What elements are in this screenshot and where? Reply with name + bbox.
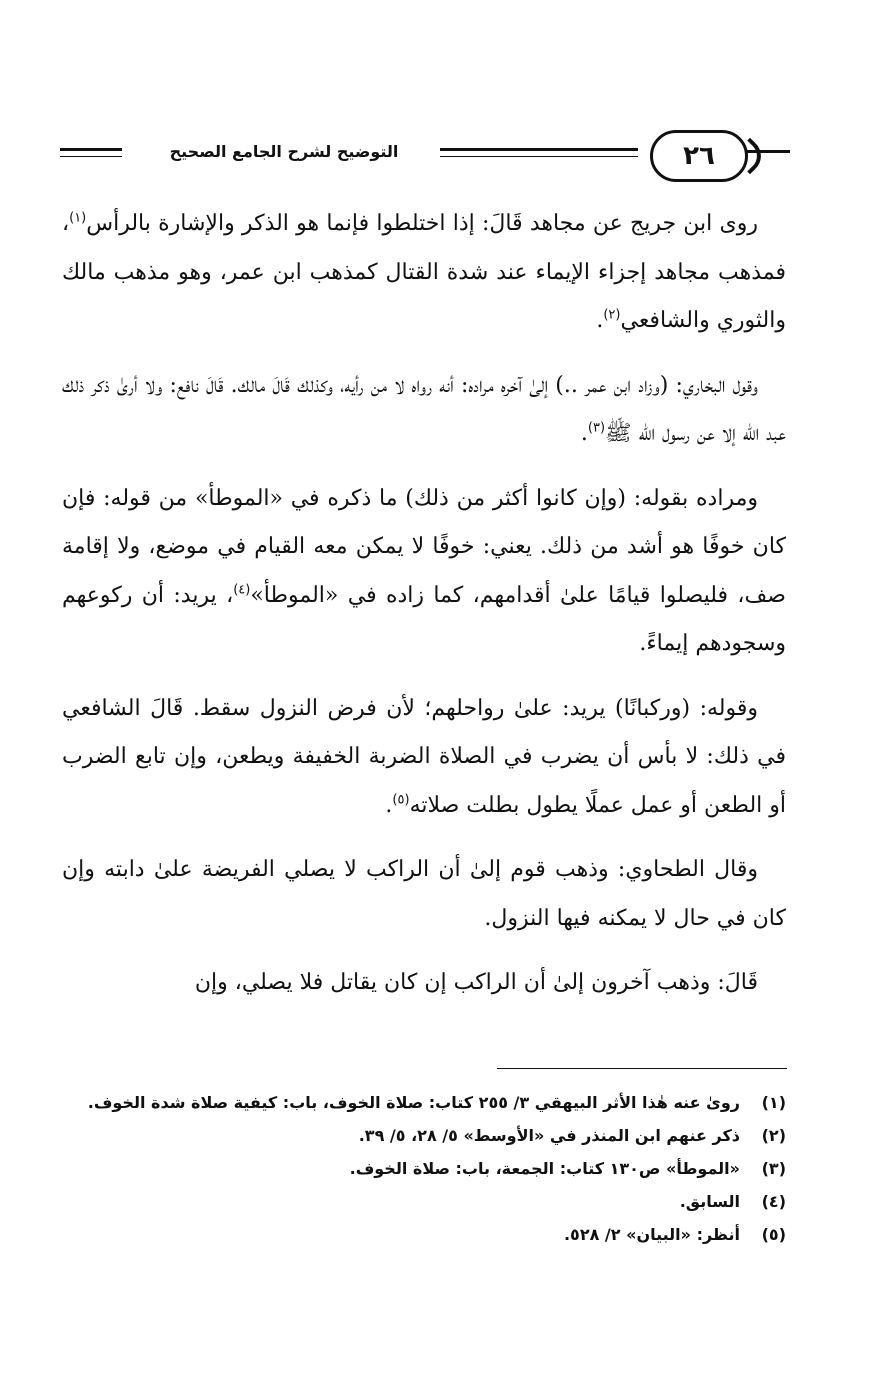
footnote-item: (٢) ذكر عنهم ابن المنذر في «الأوسط» ٥/ ٢٨، ٥/ ٣٩. (358, 1126, 786, 1145)
footnote-item: (٣) «الموطأ» ص١٣٠ كتاب: الجمعة، باب: صلاة الخوف. (349, 1159, 786, 1178)
footnote-ref-1[interactable]: (١) (69, 210, 87, 226)
paragraph-5: وقال الطحاوي: وذهب قوم إلىٰ أن الراكب لا يصلي الفريضة علىٰ دابته وإن كان في حال لا يمكنه فيها النزول. (62, 857, 786, 931)
running-title: التوضيح لشرح الجامع الصحيح (128, 142, 440, 161)
footnote-ref-5[interactable]: (٥) (392, 792, 410, 808)
footnote-item: (٤) السابق. (679, 1192, 786, 1211)
paragraph-4: وقوله: (وركبانًا) يريد: علىٰ رواحلهم؛ لأن فرض النزول سقط. قَالَ الشافعي في ذلك: لا بأس أن يضرب في الصلاة الضربة الخفيفة ويطعن، وإن تابع الضرب أو الطعن أو عمل عملًا يطول بطلت صلاته$^{(٥)}$. (62, 695, 786, 818)
paragraph-3: ومراده بقوله: (وإن كانوا أكثر من ذلك) ما ذكره في «الموطأ» من قوله: فإن كان خوفًا هو أشد من ذلك. يعني: خوفًا لا يمكن معه القيام في موضع، ولا إقامة صف، فليصلوا قيامًا علىٰ أقدامهم، كما زاده في «الموطأ»$^{(٤)}$، يريد: أن ركوعهم وسجودهم إيماءً. (62, 485, 786, 656)
header-rule-left-top (60, 148, 122, 151)
footnote-separator (497, 1068, 787, 1069)
main-text (62, 200, 786, 1024)
footnote-ref-3[interactable]: (٣) (587, 420, 606, 436)
footnote-ref-2[interactable]: (٢) (603, 307, 621, 323)
page-number: ٢٦ (650, 130, 748, 182)
footnotes (62, 1086, 786, 1251)
page-header (60, 128, 790, 190)
header-rule-left-bottom (60, 156, 122, 157)
footnote-item: (٥) أنظر: «البيان» ٢/ ٥٢٨. (563, 1225, 786, 1244)
paragraph-6: قَالَ: وذهب آخرون إلىٰ أن الراكب إن كان يقاتل فلا يصلي، وإن (194, 970, 758, 995)
paragraph-1: روى ابن جريج عن مجاهد قَالَ: إذا اختلطوا فإنما هو الذكر والإشارة بالرأس$^{(١)}$، فمذهب مجاهد إجزاء الإيماء عند شدة القتال كمذهب ابن عمر، وهو مذهب مالك والثوري والشافعي$^{(٢)}$. (62, 210, 786, 333)
paragraph-2: وقول البخاري: (وزاد ابن عمر ..) إلىٰ آخره مراده: أنه رواه لا من رأيه، وكذلك قَالَ مالك. قَالَ نافع: ولا أرىٰ ذكر ذلك عبد الله إلا عن رسول الله ﷺ$^{(٣)}$. (62, 372, 786, 446)
footnote-item: (١) روىٰ عنه هٰذا الأثر البيهقي ٣/ ٢٥٥ كتاب: صلاة الخوف، باب: كيفية صلاة شدة الخوف. (87, 1093, 786, 1112)
footnote-ref-4[interactable]: (٤) (233, 582, 251, 598)
